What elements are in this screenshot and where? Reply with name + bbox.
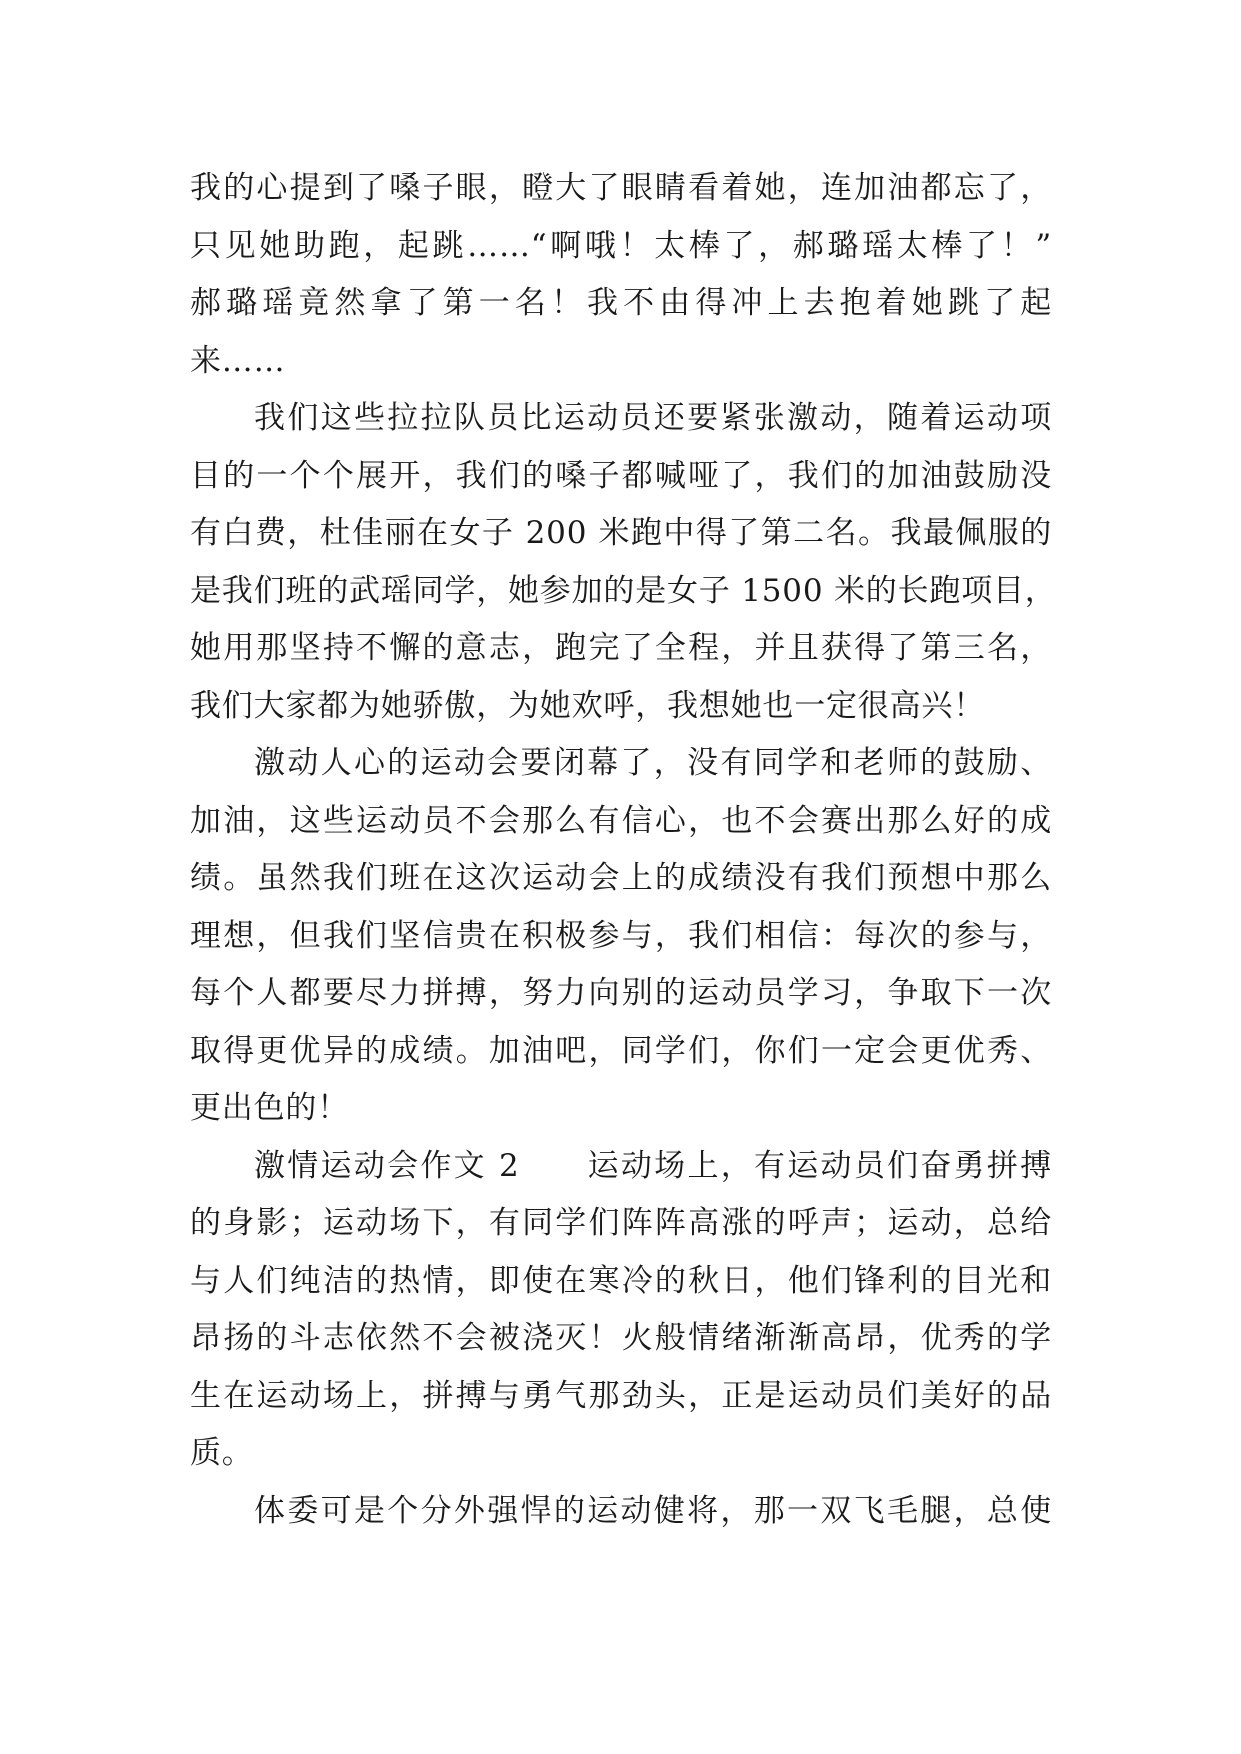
text-line: 我的心提到了嗓子眼，瞪大了眼睛看着她，连加油都忘了， — [190, 170, 1052, 206]
paragraph-first-line: 我们这些拉拉队员比运动员还要紧张激动，随着运动项 — [254, 400, 1052, 436]
text-line: 取得更优异的成绩。加油吧，同学们，你们一定会更优秀、 — [190, 1032, 1052, 1069]
text-line: 的身影；运动场下，有同学们阵阵高涨的呼声；运动，总给 — [190, 1205, 1052, 1241]
text-line: 是我们班的武瑶同学，她参加的是女子 1500 米的长跑项目， — [190, 572, 1057, 609]
text-line: 质。 — [190, 1435, 254, 1471]
paragraph-first-line: 激动人心的运动会要闭幕了，没有同学和老师的鼓励、 — [254, 745, 1052, 781]
paragraph-first-line: 激情运动会作文 2 运动场上，有运动员们奋勇拼搏 — [254, 1147, 1052, 1184]
text-line: 郝璐瑶竟然拿了第一名！我不由得冲上去抱着她跳了起 — [190, 285, 1052, 321]
text-line: 绩。虽然我们班在这次运动会上的成绩没有我们预想中那么 — [190, 860, 1052, 896]
text-line: 我们大家都为她骄傲，为她欢呼，我想她也一定很高兴！ — [190, 687, 985, 724]
text-line: 更出色的！ — [190, 1090, 349, 1126]
text-line: 只见她助跑，起跳……“啊哦！太棒了，郝璐瑶太棒了！” — [190, 227, 1052, 264]
text-line: 加油，这些运动员不会那么有信心，也不会赛出那么好的成 — [190, 802, 1052, 839]
text-line: 来…… — [190, 342, 286, 379]
text-line: 每个人都要尽力拼搏，努力向别的运动员学习，争取下一次 — [190, 975, 1052, 1011]
text-line: 生在运动场上，拼搏与勇气那劲头，正是运动员们美好的品 — [190, 1377, 1052, 1414]
text-line: 有白费，杜佳丽在女子 200 米跑中得了第二名。我最佩服的 — [190, 515, 1052, 551]
text-line: 昂扬的斗志依然不会被浇灭！火般情绪渐渐高昂，优秀的学 — [190, 1320, 1052, 1356]
document-body — [190, 160, 1057, 1540]
paragraph-first-line: 体委可是个分外强悍的运动健将，那一双飞毛腿，总使 — [254, 1492, 1052, 1529]
text-line: 目的一个个展开，我们的嗓子都喊哑了，我们的加油鼓励没 — [190, 457, 1052, 494]
text-line: 她用那坚持不懈的意志，跑完了全程，并且获得了第三名， — [190, 630, 1052, 666]
text-line: 与人们纯洁的热情，即使在寒冷的秋日，他们锋利的目光和 — [190, 1262, 1052, 1299]
text-line: 理想，但我们坚信贵在积极参与，我们相信：每次的参与， — [190, 917, 1052, 954]
